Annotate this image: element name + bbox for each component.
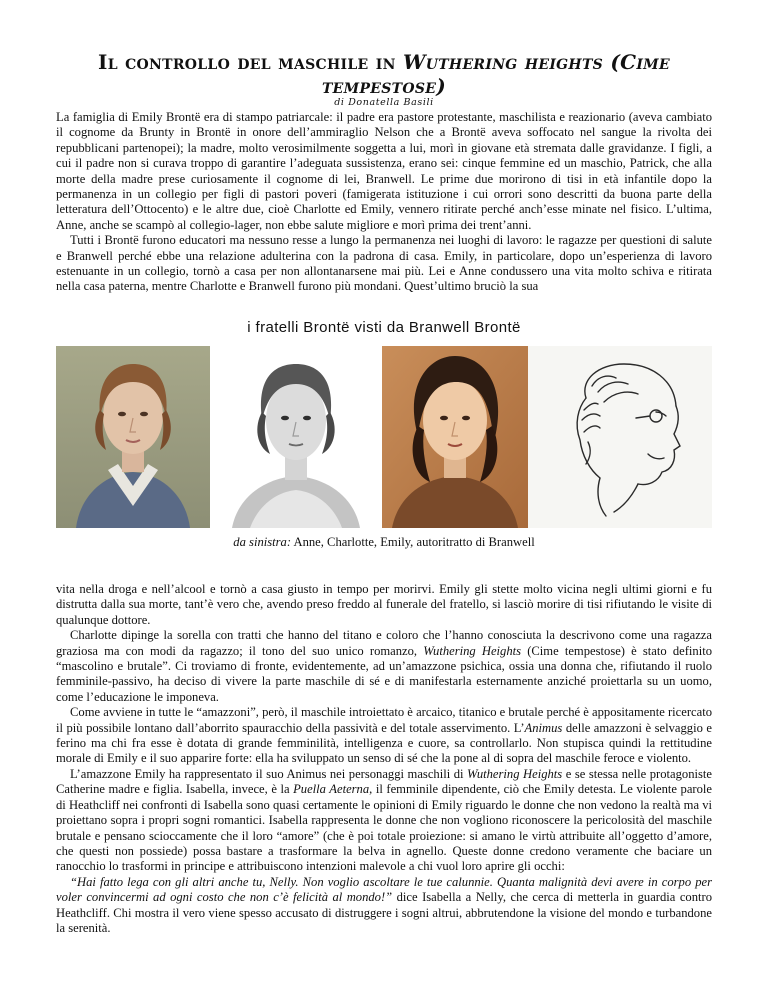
paragraph-text: L’amazzone Emily ha rappresentato il suo Animus nei personaggi maschili di [70,766,468,781]
term-puella-aeterna: Puella Aeterna [293,782,370,797]
article-title [40,50,728,98]
emily-portrait [382,346,528,528]
figure-caption [56,535,712,550]
paragraph-text: Come avviene in tutte le “amazzoni”, però, il maschile introiettato è arcaico, titanico e brutale perché è appositamente ricercato il più possibile lontano dall’aborrito spauracchio della passività e del totale asservimento. L’ [56,705,712,735]
paragraph: La famiglia di Emily Brontë era di stampo patriarcale: il padre era pastore protestante, maschilista e reazionario (aveva cambiato il cognome da Brunty in Brontë in onore dell’ammiraglio Nelson che a Brontë aveva soffocato nel sangue la rivolta dei repubblicani partenopei); la madre, molto verosimilmente soggetta a lui, morì in giovane età stremata dalle gravidanze. I figli, a cui il padre non si curava troppo di garantire l’adeguata sussistenza, erano sei: cinque femmine ed un maschio, Patrick, che alla morte della madre prese curiosamente il cognome di lei, Branwell. Le prime due morirono di tisi in età infantile dopo la permanenza in un collegio per figli di pastori poveri (famigerata istituzione i cui orrori sono descritti da buona parte della letteratura dell’Ottocento) e le altre due, cioè Charlotte ed Emily, vennero ritirate perché anch’esse minate nel fisico. L’ultima, Anne, anche se scampò al collegio-lager, non ebbe salute migliore e morì prima dei trent’anni. [56,110,712,232]
quote-paragraph [56,875,712,937]
paragraph-text: e se stessa nelle protagoniste Catherine madre e figlia. Isabella, invece, è la [56,766,712,797]
paragraph: Tutti i Brontë furono educatori ma nessuno resse a lungo la permanenza nei luoghi di lavoro: le ragazze per questioni di salute e Branwell perché ebbe una relazione adulterina con la padrona di casa. Emily, in particolare, dopo un’esperienza di lavoro estenuante in un collegio, tornò a casa per non allontanarsene mai più. Lei e Anne condussero una vita molto schiva e ritirata nella casa paterna, mentre Charlotte e Branwell furono più mondani. Quest’ultimo bruciò la sua [56,233,712,294]
quote: “Hai fatto lega con gli altri anche tu, Nelly. Non voglio ascoltare le tue calunnie. Quanta malignità devi avere in corpo per voler convincermi ad ogni costo che non c’è felicità al mondo!” [56,874,712,905]
title-italic-text: Wuthering heights (Cime tempestose) [321,50,670,98]
charlotte-portrait [210,346,382,528]
paragraph: vita nella droga e nell’alcool e tornò a casa giusto in tempo per morirvi. Emily gli stette molto vicina negli ultimi giorni e fu distrutta dalla sua morte, tant’è vero che, avendo preso freddo al funerale del fratello, si lasciò morire di tisi rifiutando le visite di qualunque dottore. [56,582,712,627]
body-text-bottom [56,582,712,936]
body-text-top [56,110,712,295]
paragraph-text: dice Isabella a Nelly, che cerca di metterla in guardia contro Heathcliff. Chi mostra il vero viene spesso accusato di distruggere i sogni altrui, abbrutendone la visione del mondo e turbandone la serenità. [56,890,712,935]
figure-heading: i fratelli Brontë visti da Branwell Brontë [247,319,521,336]
paragraph [56,767,712,875]
paragraph-text: , il femminile dipendente, ciò che Emily detesta. Le violente parole di Heathcliff nei confronti di Isabella sono quasi certamente le opinioni di Emily riguardo le donne che non vedono la realtà ma vi proiettano sopra i propri sogni romantici. Isabella rappresenta le donne che non vogliono riconoscere la pericolosità del maschile brutale e pensano scioccamente che il loro “amore” (che è poi totale proiezione: si amano le virtù attribuite all’oggetto d’amore, che questi non possiede) possa bastare a trasformare la belva in agnello. Queste donne credono veramente che baciare un ranocchio lo trasformi in principe e attribuiscono intenzioni malevole a chi vuol loro aprire gli occhi: [56,782,712,874]
byline: di Donatella Basili [334,97,434,108]
paragraph-text: (Cime tempestose) è stato definito “mascolino e brutale”. Ci troviamo di fronte, evidentemente, ad un’amazzone psichica, ossia una donna che, rifiutando il ruolo femminile-passivo, ha deciso di vivere la parte maschile di sé e di manifestarla esternamente anziché proiettarla su un uomo, come l’educazione le imponeva. [56,643,713,704]
term-animus: Animus [524,720,563,735]
paragraph-text: delle amazzoni è selvaggio e ferino ma chi fra esse è dotata di grande femminilità, intelligenza e cuore, sa controllarlo. Non stupisca quindi la rettitudine morale di Emily e il suo apparire forte: ella ha sviluppato un senso di sé che la pone al di sopra del maschile feroce e violento. [56,720,712,766]
anne-portrait [56,346,210,528]
book-title: Wuthering Heights [467,766,563,781]
caption-lead: da sinistra: [233,535,292,549]
paragraph [56,705,712,767]
paragraph [56,628,712,705]
book-title: Wuthering Heights [423,643,522,658]
branwell-self-portrait [528,346,712,528]
paragraph-text: Charlotte dipinge la sorella con tratti che hanno del titano e coloro che l’hanno conosciuta la descrivono come una ragazza graziosa ma con modi da ragazzo; il tono del suo unico romanzo, [56,628,712,658]
caption-text: Anne, Charlotte, Emily, autoritratto di Branwell [291,535,535,549]
title-text: Il controllo del maschile in [98,50,403,74]
portraits-figure [56,346,712,528]
